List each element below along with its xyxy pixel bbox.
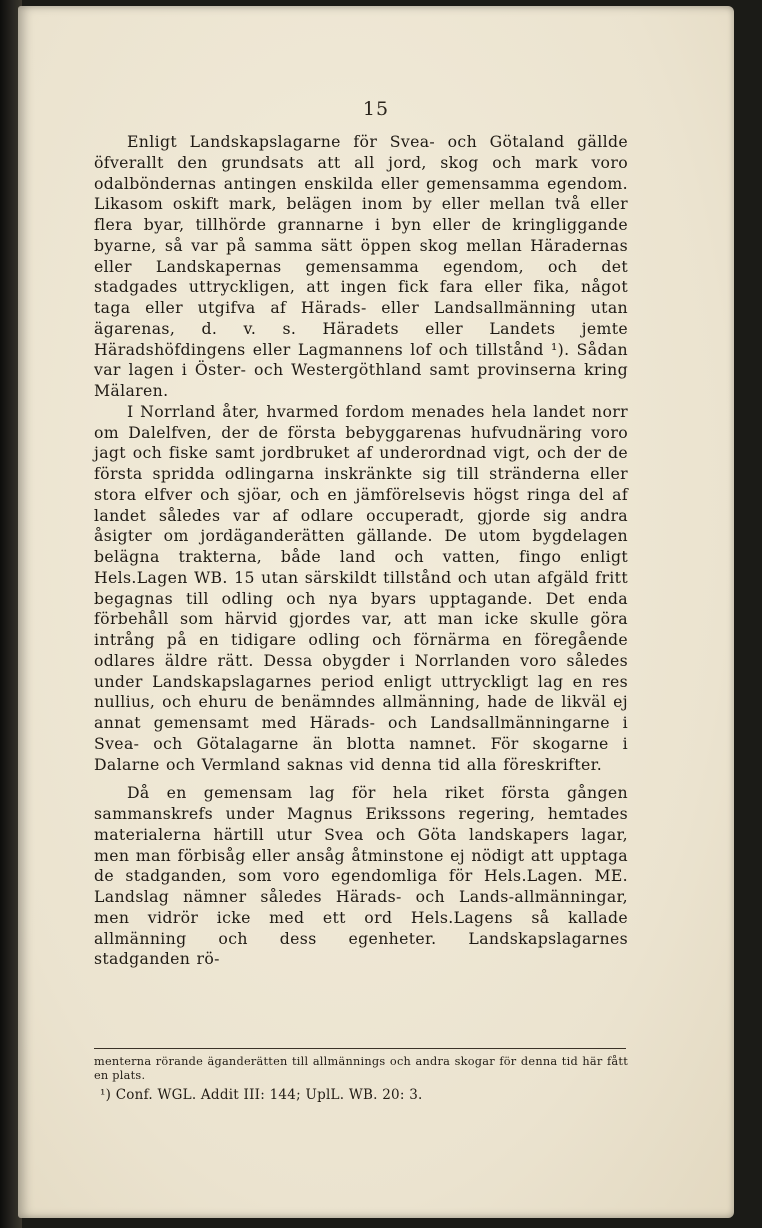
paragraph-2: I Norrland åter, hvarmed fordom menades hela landet norr om Dalelfven, der de första bebyggarenas hufvudnäring voro jagt och fiske samt jordbruket af underordnad vigt, och der de första spridda odlingarna inskränkte sig till stränderna eller stora elfver och sjöar, och en jämförelsevis högst ringa del af landet således var af odlare occuperadt, gjorde sig andra åsigter om jordäganderätten gällande. De utom bygdelagen belägna trakterna, både land och vatten, fingo enligt Hels.Lagen WB. 15 utan särskildt tillstånd och utan afgäld fritt begagnas till odling och nya byars upptagande. Det enda förbehåll som härvid gjordes var, att man icke skulle göra intrång på en tidigare odling och förnärma en föregående odlares äldre rätt. Dessa obygder i Norrlanden voro således under Landskapslagarnes period enligt uttryckligt lag en res nullius, och ehuru de benämndes allmänning, hade de likväl ej annat gemensamt med Härads- och Landsallmänningarne i Svea- och Götalagarne än blotta namnet. För skogarne i Dalarne och Vermland saknas vid denna tid alla föreskrifter. xyxy=(94,401,628,774)
main-text xyxy=(94,132,628,970)
footnote-1: ¹) Conf. WGL. Addit III: 144; UplL. WB. 20: 3. xyxy=(100,1087,423,1103)
footnote-divider xyxy=(94,1048,626,1049)
book-page xyxy=(18,6,734,1218)
footnotes xyxy=(94,1055,628,1104)
paragraph-1: Enligt Landskapslagarne för Svea- och Götaland gällde öfverallt den grundsats att all jord, skog och mark voro odalböndernas antingen enskilda eller gemensamma egendom. Likasom oskift mark, belägen inom by eller mellan två eller flera byar, tillhörde grannarne i byn eller de kringliggande byarne, så var på samma sätt öppen skog mellan Häradernas eller Landskapernas gemensamma egendom, och det stadgades uttryckligen, att ingen fick fara eller fika, något taga eller utgifva af Härads- eller Landsallmänning utan ägarenas, d. v. s. Häradets eller Landets jemte Häradshöfdingens eller Lagmannens lof och tillstånd ¹). Sådan var lagen i Öster- och Westergöthland samt provinserna kring Mälaren. xyxy=(94,132,628,400)
page-number: 15 xyxy=(362,98,390,120)
footnote-continuation: menterna rörande äganderätten till allmännings och andra skogar för denna tid här fått en plats. xyxy=(94,1055,628,1082)
paragraph-3: Då en gemensam lag för hela riket första gången sammanskrefs under Magnus Erikssons regering, hemtades materialerna härtill utur Svea och Göta landskapers lagar, men man förbisåg eller ansåg åtminstone ej nödigt att upptaga de stadganden, som voro egendomliga för Hels.Lagen. ME. Landslag nämner således Härads- och Lands-allmänningar, men vidrör icke med ett ord Hels.Lagens så kallade allmänning och dess egenheter. Landskapslagarnes stadganden rö- xyxy=(94,783,628,969)
